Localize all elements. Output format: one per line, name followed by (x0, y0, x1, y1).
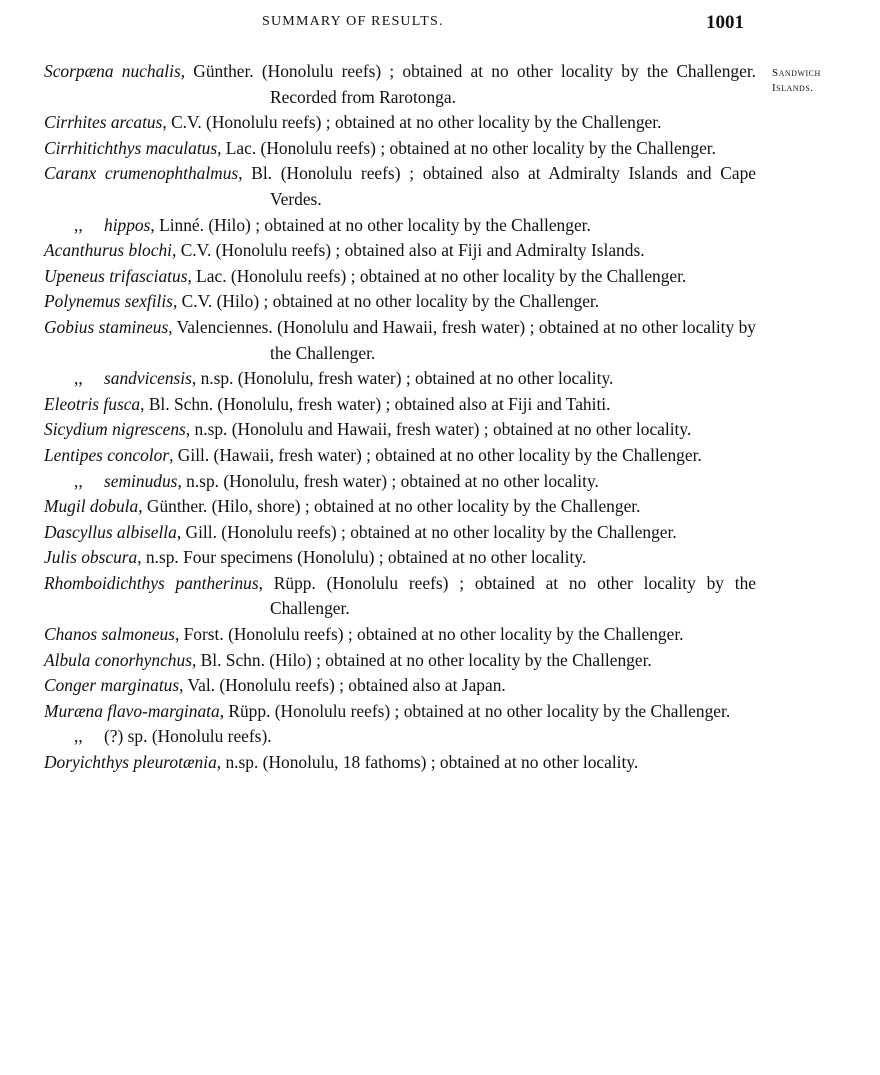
species-entry (44, 443, 756, 469)
ditto-mark: ,, (74, 214, 83, 235)
species-entry (44, 724, 756, 750)
species-name: seminudus (104, 470, 178, 491)
ditto-mark: ,, (74, 368, 83, 389)
margin-note (772, 66, 821, 96)
species-details: , Rüpp. (Honolulu reefs) ; obtained at no other locality by the Challenger. (258, 572, 757, 619)
species-name: Rhomboidichthys pantherinus (44, 572, 259, 593)
species-name: Sicydium nigrescens (44, 419, 186, 440)
species-name: sandvicensis (104, 368, 192, 389)
species-details: , Valenciennes. (Honolulu and Hawaii, fresh water) ; obtained at no other locality by the Challenger. (168, 316, 757, 363)
species-entry (44, 494, 756, 520)
species-entry (44, 648, 756, 674)
species-entry (44, 392, 756, 418)
species-name: Mugil dobula (44, 496, 139, 517)
species-name: Caranx crumenophthalmus (44, 163, 239, 184)
species-entry (44, 699, 756, 725)
species-entry (44, 520, 756, 546)
species-details: , C.V. (Hilo) ; obtained at no other locality by the Challenger. (172, 291, 600, 312)
species-name: Julis obscura (44, 547, 138, 568)
species-entry (44, 571, 756, 622)
species-entry (44, 750, 756, 776)
species-name: Muræna flavo-marginata (44, 700, 220, 721)
species-details: , Forst. (Honolulu reefs) ; obtained at no other locality by the Challenger. (174, 624, 684, 645)
running-title: SUMMARY OF RESULTS. (262, 14, 444, 29)
species-details: , Rüpp. (Honolulu reefs) ; obtained at no other locality by the Challenger. (219, 700, 731, 721)
species-entry (44, 417, 756, 443)
species-details: , Lac. (Honolulu reefs) ; obtained at no other locality by the Challenger. (187, 265, 687, 286)
species-entry (44, 161, 756, 212)
species-name: Scorpæna nuchalis (44, 61, 181, 81)
running-head (0, 12, 880, 38)
species-details: , Bl. Schn. (Hilo) ; obtained at no other locality by the Challenger. (191, 649, 652, 670)
species-details: , n.sp. (Honolulu, 18 fathoms) ; obtained at no other locality. (216, 752, 639, 773)
species-details: , Günther. (Honolulu reefs) ; obtained at no other locality by the Challenger. Recorded from Rarotonga. (180, 61, 757, 107)
species-list (44, 59, 756, 776)
species-entry (44, 469, 756, 495)
species-details: , Günther. (Hilo, shore) ; obtained at no other locality by the Challenger. (138, 496, 641, 517)
species-entry (44, 213, 756, 239)
species-details: , Val. (Honolulu reefs) ; obtained also at Japan. (179, 675, 506, 696)
page-number: 1001 (706, 12, 744, 33)
species-details: , n.sp. (Honolulu and Hawaii, fresh water) ; obtained at no other locality. (185, 419, 692, 440)
species-entry (44, 238, 756, 264)
species-entry (44, 136, 756, 162)
species-details: , Bl. (Honolulu reefs) ; obtained also at Admiralty Islands and Cape Verdes. (238, 163, 756, 209)
margin-note-line-1: Sandwich (772, 67, 821, 79)
ditto-mark: ,, (74, 726, 83, 747)
species-name: Chanos salmoneus (44, 624, 175, 645)
species-name: Dascyllus albisella (44, 521, 177, 542)
species-name: Acanthurus blochi (44, 240, 173, 261)
species-entry (44, 366, 756, 392)
species-entry (44, 289, 756, 315)
species-details: , C.V. (Honolulu reefs) ; obtained also at Fiji and Admiralty Islands. (172, 240, 645, 261)
species-name: Polynemus sexfilis (44, 291, 173, 312)
species-entry (44, 622, 756, 648)
species-entry (44, 545, 756, 571)
species-entry (44, 264, 756, 290)
species-details: , Gill. (Honolulu reefs) ; obtained at no other locality by the Challenger. (176, 521, 677, 542)
species-name: Doryichthys pleurotænia (44, 752, 217, 773)
species-name: hippos (104, 214, 151, 235)
species-details: , Lac. (Honolulu reefs) ; obtained at no other locality by the Challenger. (217, 137, 716, 158)
species-name: Lentipes concolor (44, 444, 170, 465)
species-details: , n.sp. (Honolulu, fresh water) ; obtained at no other locality. (177, 470, 599, 491)
species-details: , Bl. Schn. (Honolulu, fresh water) ; obtained also at Fiji and Tahiti. (140, 393, 611, 414)
species-name: Cirrhitichthys maculatus (44, 137, 218, 158)
species-entry (44, 315, 756, 366)
species-entry (44, 59, 756, 110)
margin-note-line-2: Islands. (772, 82, 814, 94)
species-name: Gobius stamineus (44, 316, 169, 337)
ditto-mark: ,, (74, 470, 83, 491)
species-details: , C.V. (Honolulu reefs) ; obtained at no other locality by the Challenger. (162, 112, 662, 133)
species-details: (Honolulu reefs). (147, 726, 272, 747)
species-name: Eleotris fusca (44, 393, 141, 414)
species-name: (?) sp. (104, 726, 148, 747)
species-name: Albula conorhynchus (44, 649, 192, 670)
species-details: , Linné. (Hilo) ; obtained at no other locality by the Challenger. (150, 214, 591, 235)
species-details: , n.sp. (Honolulu, fresh water) ; obtained at no other locality. (191, 368, 614, 389)
species-name: Conger marginatus (44, 675, 180, 696)
species-entry (44, 673, 756, 699)
species-name: Cirrhites arcatus (44, 112, 163, 133)
species-entry (44, 110, 756, 136)
species-details: , n.sp. Four specimens (Honolulu) ; obtained at no other locality. (137, 547, 587, 568)
species-name: Upeneus trifasciatus (44, 265, 188, 286)
species-details: , Gill. (Hawaii, fresh water) ; obtained at no other locality by the Challenger. (169, 444, 702, 465)
